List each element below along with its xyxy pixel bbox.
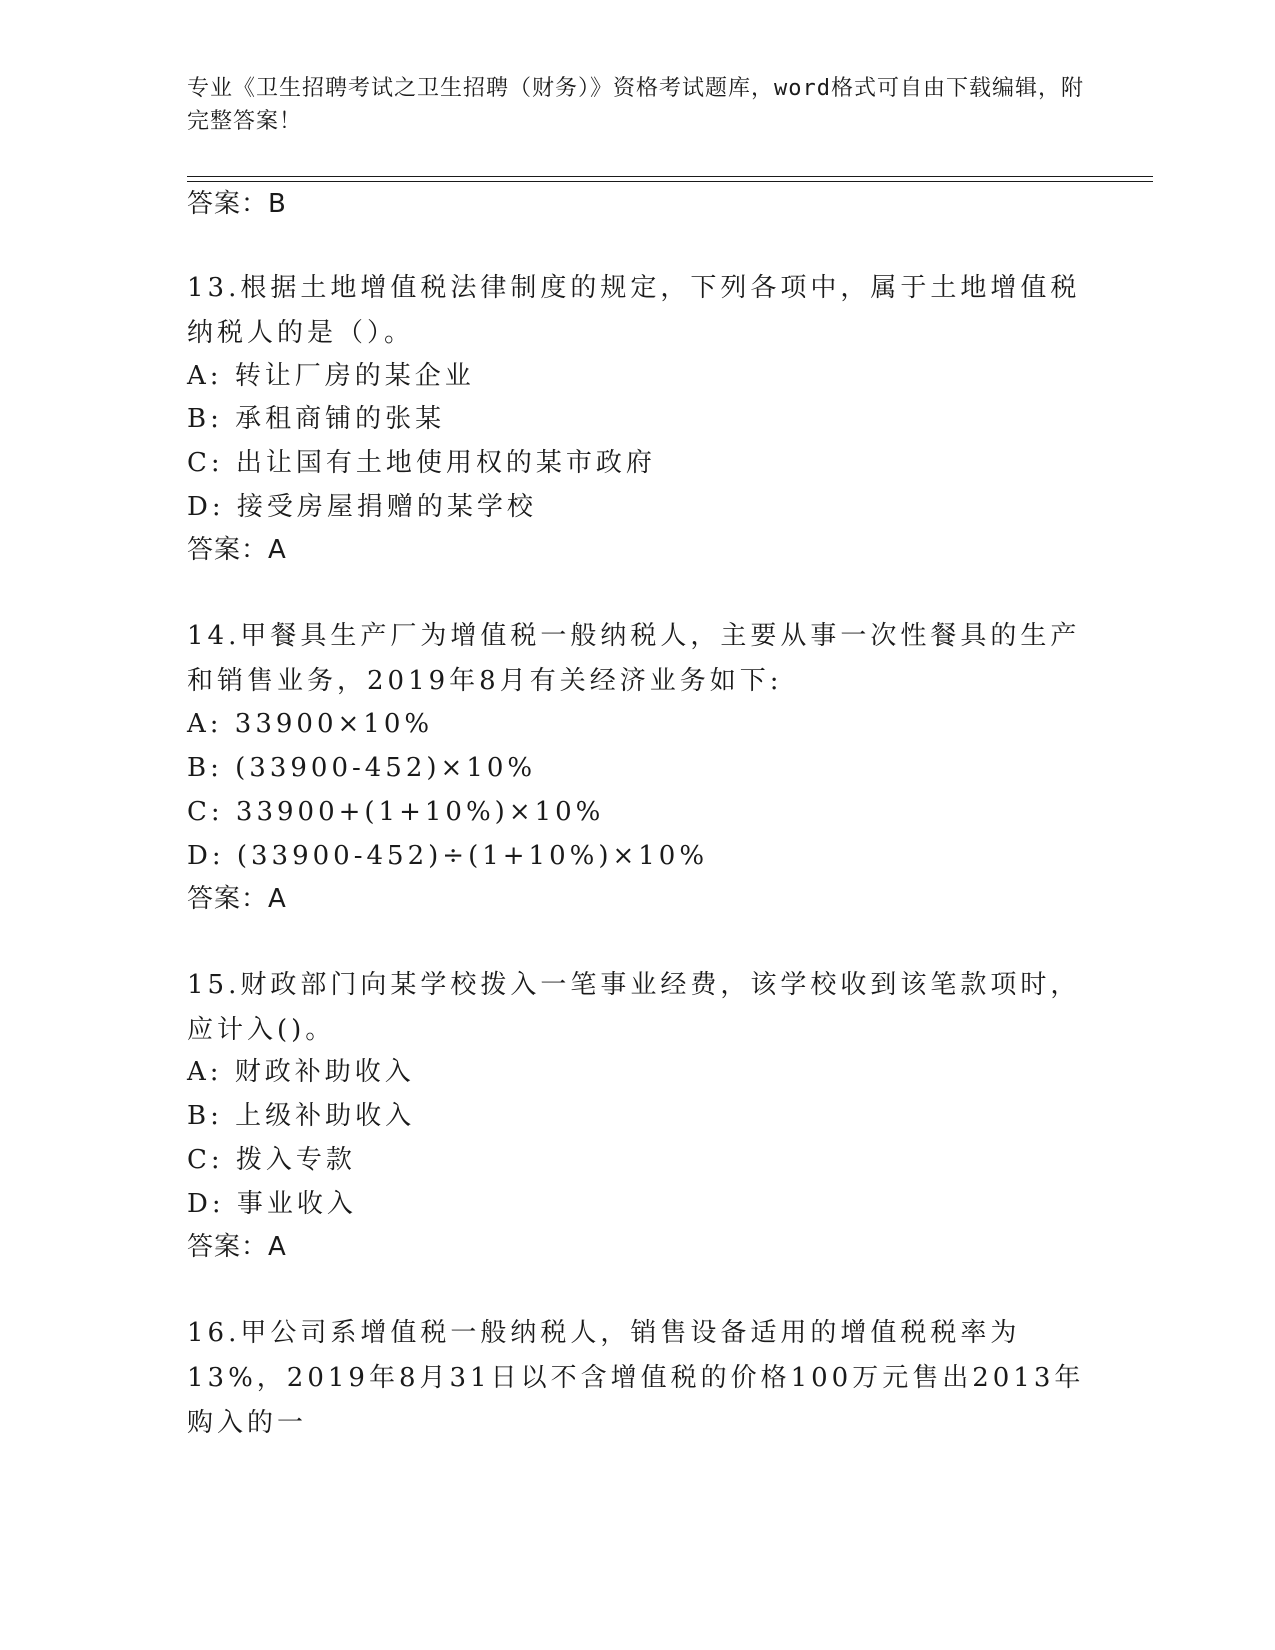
question-13-answer: 答案：A — [187, 535, 287, 565]
question-15-option-d: D: 事业收入 — [187, 1189, 357, 1219]
answer-prev: 答案：B — [187, 189, 287, 219]
document-header-note: 专业《卫生招聘考试之卫生招聘（财务）》资格考试题库，word格式可自由下载编辑，附完整答案！ — [187, 76, 1084, 134]
header-divider-bottom — [187, 181, 1153, 182]
question-13-option-b: B: 承租商铺的张某 — [187, 404, 446, 434]
question-13-option-d: D: 接受房屋捐赠的某学校 — [187, 492, 537, 522]
question-14-text: 14.甲餐具生产厂为增值税一般纳税人，主要从事一次性餐具的生产和销售业务，2019年8月有关经济业务如下: — [187, 621, 1081, 696]
question-13-option-a: A: 转让厂房的某企业 — [187, 361, 475, 391]
question-15-option-a: A: 财政补助收入 — [187, 1057, 415, 1087]
question-15-text: 15.财政部门向某学校拨入一笔事业经费，该学校收到该笔款项时，应计入()。 — [187, 970, 1081, 1045]
question-14-option-a: A: 33900×10% — [187, 709, 434, 739]
header-divider-top — [187, 176, 1153, 177]
question-16-text: 16.甲公司系增值税一般纳税人，销售设备适用的增值税税率为13%，2019年8月31日以不含增值税的价格100万元售出2013年购入的一 — [187, 1318, 1085, 1438]
question-14-option-b: B: (33900-452)×10% — [187, 753, 537, 783]
question-15-option-b: B: 上级补助收入 — [187, 1101, 416, 1131]
question-15-option-c: C: 拨入专款 — [187, 1145, 356, 1175]
question-14-option-c: C: 33900+(1+10%)×10% — [187, 797, 605, 827]
question-13-option-c: C: 出让国有土地使用权的某市政府 — [187, 448, 656, 478]
question-14-option-d: D: (33900-452)÷(1+10%)×10% — [187, 841, 709, 871]
question-14-answer: 答案：A — [187, 884, 287, 914]
question-15-answer: 答案：A — [187, 1232, 287, 1262]
question-13-text: 13.根据土地增值税法律制度的规定，下列各项中，属于土地增值税纳税人的是（）。 — [187, 273, 1081, 348]
